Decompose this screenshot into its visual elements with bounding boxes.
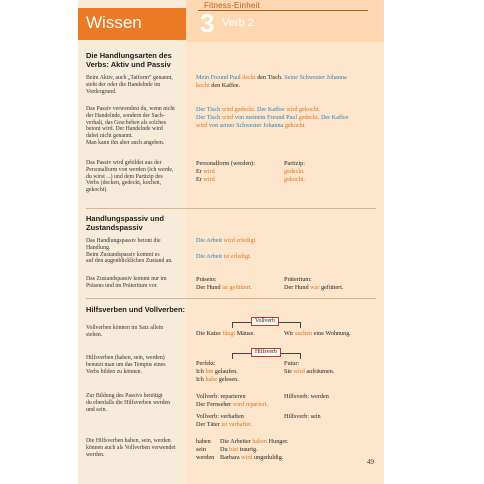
example-zustandspassiv: [196, 253, 251, 261]
text-line: Präsens und im Präteritum vor.: [86, 282, 158, 289]
hilfsverb-sein: Hilfsverb: sein: [284, 413, 321, 420]
subject: Der Täter: [196, 421, 220, 428]
section-heading-line: Handlungspassiv und: [86, 214, 164, 223]
bracket-line: [278, 322, 300, 323]
example-perfekt: [196, 360, 239, 384]
table-header: Personalform (werden):: [196, 160, 255, 167]
subject: Ich: [196, 376, 204, 383]
participle: gefüttert.: [319, 284, 344, 291]
verb: war: [308, 284, 320, 291]
verb: wird: [196, 122, 208, 129]
hilfsverb-examples: [220, 438, 288, 462]
object: Hunger.: [267, 438, 289, 445]
verb-word: haben: [196, 438, 211, 445]
bracket-line: [232, 322, 251, 323]
text-line: Das Zustandspassiv kommt nur im: [86, 276, 167, 282]
verb: fängt: [220, 330, 236, 337]
example-praeteritum: [284, 276, 343, 292]
text-line: Verbs (decken, gedeckt, kochen,: [86, 180, 162, 187]
text-line: Hilfsverben (haben, sein, werden): [86, 355, 165, 361]
verb: ist: [219, 421, 228, 428]
example-passiv-werden: [196, 393, 268, 409]
adjective: traurig.: [238, 446, 258, 453]
text-line: verhalt, das Geschehen als solches: [86, 119, 167, 126]
verb: ist gefüttert.: [220, 284, 253, 291]
tense-label: Präsens:: [196, 276, 217, 283]
text-line: Zur Bildung des Passivs benötigt: [86, 393, 163, 399]
subject: Ich: [196, 368, 204, 375]
text-line: Das Handlungspassiv betont die: [86, 238, 161, 244]
explanation-handlungspassiv: [86, 238, 186, 265]
subject: Wir: [284, 330, 294, 337]
verb: haben: [250, 438, 268, 445]
hilfsverb-label: Hilfsverb: [251, 348, 281, 357]
unit-subtitle: Verb 2: [222, 17, 254, 29]
verb: wird: [231, 401, 245, 408]
text-line: dabei nicht genannt.: [86, 133, 133, 140]
subject: Der Hund: [284, 284, 309, 291]
explanation-hilfsverben-vollverben: [86, 438, 186, 458]
example-aktiv: [196, 74, 376, 90]
subject: Der Kaffee: [319, 114, 349, 121]
tense-label: Futur:: [284, 360, 300, 367]
verb: habe: [203, 376, 218, 383]
explanation-passiv: [86, 106, 186, 147]
verb-info: Vollverb: verhaften: [196, 413, 244, 420]
verb: wird gekocht.: [284, 106, 321, 113]
text-line: können auch als Vollverben verwendet: [86, 444, 176, 451]
text-line: Personalform von werden (ich werde,: [86, 166, 174, 173]
text-line: werden.: [86, 451, 105, 458]
text-line: steht der oder die Handelnde im: [86, 81, 161, 88]
divider: [86, 298, 376, 299]
verb: wird gedeckt.: [220, 106, 256, 113]
subject: Die Arbeit: [196, 253, 222, 260]
verb: deckt: [240, 74, 256, 81]
object: den Tisch.: [255, 74, 283, 81]
adjective: ungeduldig.: [252, 454, 284, 461]
vollverb-label: Vollverb: [251, 317, 279, 326]
verb-word: werden: [196, 454, 215, 461]
example-passiv-sein: [196, 413, 252, 429]
explanation-passiv-hilfsverben: [86, 393, 186, 413]
table-cell: gedeckt.: [284, 168, 305, 175]
page-number: 49: [367, 458, 374, 466]
subject: Der Kaffee: [255, 106, 285, 113]
page-title: Wissen: [86, 13, 142, 32]
table-cell: Er wird: [196, 176, 215, 183]
subject: Barbara: [220, 454, 240, 461]
text-line: betont wird. Der Handelnde wird: [86, 126, 163, 133]
section-heading: [86, 214, 164, 232]
text-line: Man kann ihn aber auch angeben.: [86, 139, 165, 146]
table-personalform: [196, 160, 255, 184]
subject: Der Hund: [196, 284, 221, 291]
bracket-tick: [300, 322, 301, 328]
section-heading-line: Verbs: Aktiv und Passiv: [86, 60, 171, 69]
text-line: stehen.: [86, 331, 103, 338]
object: eine Wohnung.: [312, 330, 351, 337]
verb: suchen: [293, 330, 313, 337]
verb: wird erledigt.: [221, 237, 257, 244]
example-praesens: [196, 276, 252, 292]
header-rule: [198, 10, 368, 11]
example-passiv: [196, 106, 376, 130]
text-line: Vordergrund.: [86, 88, 117, 95]
object: Mäuse.: [235, 330, 255, 337]
section-heading-line: Zustandspassiv: [86, 223, 143, 232]
verb: gekocht.: [283, 122, 306, 129]
explanation-aktiv: [86, 75, 186, 95]
subject: Die Arbeiter: [220, 438, 251, 445]
unit-number: 3: [200, 8, 215, 38]
text-line: du ebenfalls die Hilfsverben werden: [86, 399, 171, 406]
explanation-hilfsverben: [86, 355, 186, 375]
verb: wird: [291, 368, 305, 375]
example-handlungspassiv: [196, 237, 257, 245]
bracket-line: [281, 353, 300, 354]
text-line: gekocht).: [86, 187, 108, 194]
subject: Der Tisch: [196, 114, 221, 121]
subject: Mein Freund Paul: [196, 74, 241, 81]
text-line: Das Passiv wird gebildet aus der: [86, 160, 162, 166]
header-title-bar: [78, 8, 186, 40]
table-header: Partizip:: [284, 160, 305, 167]
text-line: Vollverben können im Satz allein: [86, 325, 164, 331]
participle: gelaufen.: [213, 368, 238, 375]
participle: gelesen.: [217, 376, 239, 383]
bracket-tick: [300, 353, 301, 359]
section-heading: Hilfsverben und Vollverben:: [86, 305, 186, 314]
verb: kocht: [196, 82, 210, 89]
explanation-zustandspassiv: [86, 276, 186, 290]
text-line: benutzt man um das Tempus eines: [86, 361, 166, 368]
text-line: Beim Zustandspassiv kommt es: [86, 251, 160, 258]
verb: bin: [203, 368, 214, 375]
verb: wird: [220, 114, 234, 121]
object: den Kaffee.: [209, 82, 241, 89]
text-line: Die Hilfsverben haben, sein, werden: [86, 438, 171, 444]
explanation-vollverben: [86, 325, 186, 339]
verb: gedeckt.: [297, 114, 320, 121]
subject: Die Katze: [196, 330, 221, 337]
header-unit-bar: [186, 0, 384, 42]
tense-label: Präteritum:: [284, 276, 312, 283]
example-vollverb-2: [284, 330, 351, 338]
text-line: Das Passiv verwendest du, wenn nicht: [86, 106, 175, 112]
text-line: und sein.: [86, 406, 107, 413]
text-line: auf den augenblicklichen Zustand an.: [86, 258, 173, 265]
table-cell: Er wird: [196, 168, 215, 175]
participle: repariert.: [244, 401, 269, 408]
participle: verhaftet.: [227, 421, 253, 428]
verb-word: sein: [196, 446, 206, 453]
text-line: Verbs bilden zu können.: [86, 368, 143, 375]
bracket-line: [232, 353, 251, 354]
hilfsverb-werden: Hilfsverb: werden: [284, 393, 329, 400]
table-partizip: [284, 160, 305, 184]
verb: ist erledigt.: [221, 253, 252, 260]
subject: Der Tisch: [196, 106, 221, 113]
subject: Seine Schwester Johanna: [282, 74, 347, 81]
subject: Du: [220, 446, 228, 453]
divider: [86, 208, 376, 209]
subject: Sie: [284, 368, 292, 375]
verb-info: Vollverb: reparieren: [196, 393, 246, 400]
verb: bist: [227, 446, 239, 453]
section-heading: [86, 51, 172, 69]
infinitive: aufräumen.: [304, 368, 335, 375]
explanation-bildung: [86, 160, 186, 194]
text-line: Handlung.: [86, 244, 111, 251]
bracket-tick: [232, 322, 233, 328]
example-vollverb-1: [196, 330, 255, 338]
verb: wird: [239, 454, 253, 461]
section-heading-line: Die Handlungsarten des: [86, 51, 172, 60]
table-cell: gekocht.: [284, 176, 306, 183]
example-futur: [284, 360, 334, 376]
bracket-tick: [232, 353, 233, 359]
agent: von seiner Schwester Johanna: [207, 122, 284, 129]
agent: von meinem Freund Paul: [233, 114, 298, 121]
hilfsverb-list: [196, 438, 214, 462]
text-line: Beim Aktiv, auch „Tatform“ genannt,: [86, 75, 173, 81]
text-line: du wirst ...) und dem Partizip des: [86, 173, 163, 180]
subject: Die Arbeit: [196, 237, 222, 244]
subject: Der Fernseher: [196, 401, 232, 408]
text-line: der Handelnde, sondern der Sach-: [86, 112, 165, 119]
tense-label: Perfekt:: [196, 360, 216, 367]
unit-label: Fitness-Einheit: [204, 1, 260, 10]
